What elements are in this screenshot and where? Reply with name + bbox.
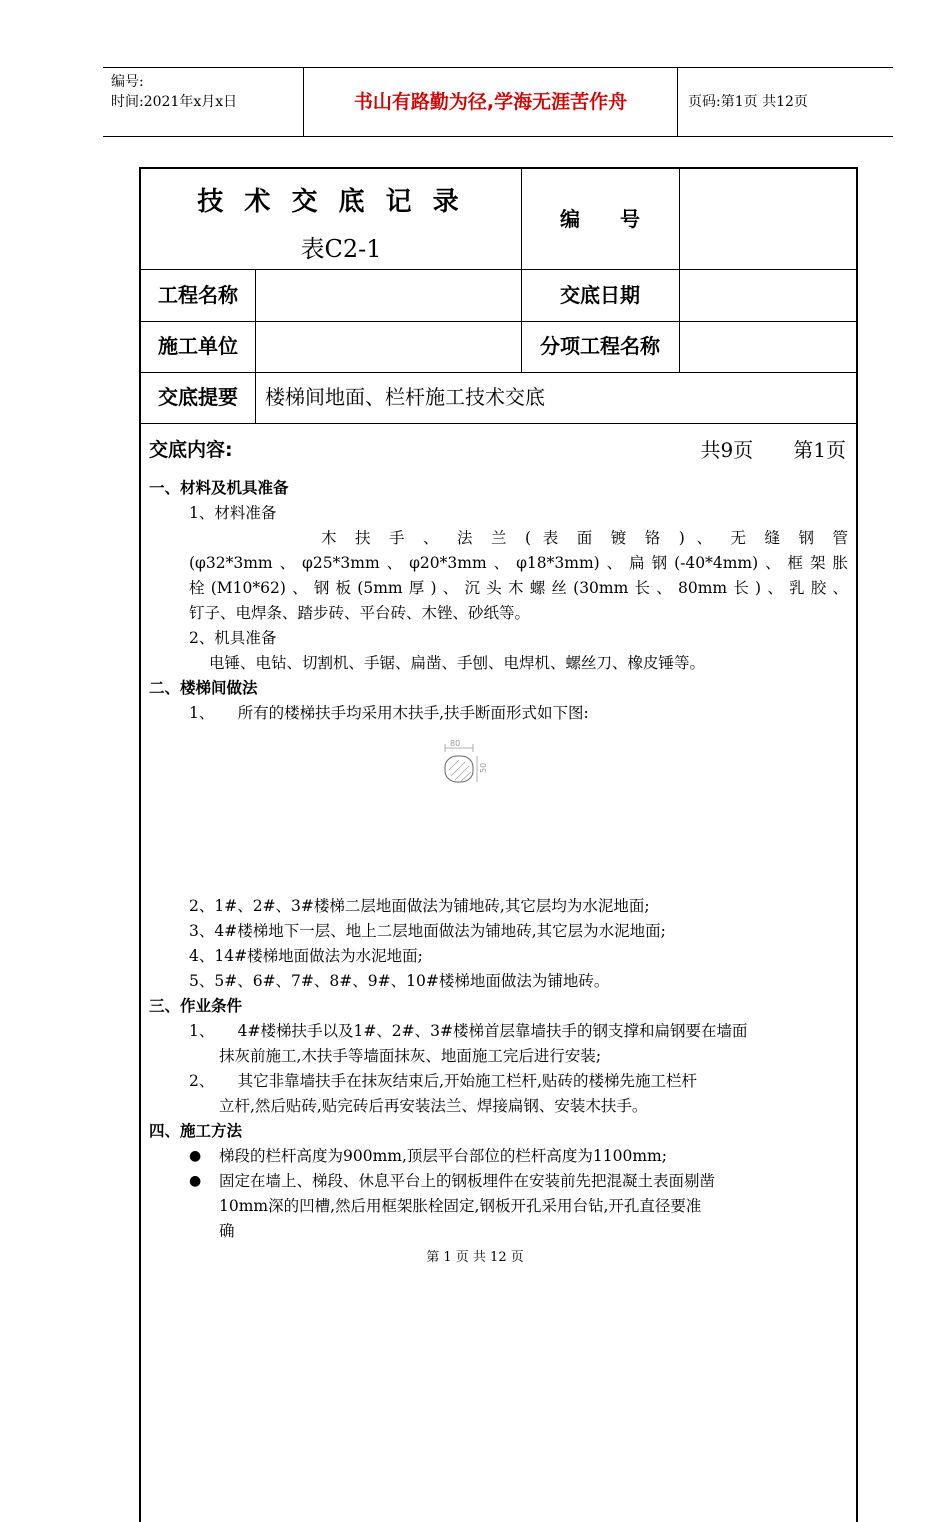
section-heading: 一、材料及机具准备 — [149, 479, 289, 497]
section-heading: 四、施工方法 — [149, 1122, 243, 1140]
paragraph-line: 立杆,然后贴砖,贴完砖后再安装法兰、焊接扁钢、安装木扶手。 — [219, 1097, 648, 1115]
project-name-label: 工程名称 — [158, 283, 238, 307]
number-value — [679, 169, 858, 269]
header-number-label: 编号: — [111, 74, 144, 90]
subitem-value — [679, 321, 858, 372]
header-motto: 书山有路勤为径,学海无涯苦作舟 — [353, 91, 628, 113]
handrail-figure-area — [149, 726, 848, 894]
paragraph-line: (φ32*3mm、φ25*3mm、φ20*3mm、φ18*3mm)、扁钢(-40*4mm)、框架胀 — [189, 554, 848, 572]
bullet-item — [149, 1144, 848, 1169]
unit-value — [255, 321, 521, 372]
summary-value: 楼梯间地面、栏杆施工技术交底 — [265, 385, 545, 409]
header-time-label: 时间:2021年x月x日 — [111, 94, 238, 110]
handrail-section-figure — [439, 738, 499, 798]
number-label: 编 号 — [560, 207, 640, 231]
content-body — [149, 476, 848, 1244]
header-page-info: 页码:第1页 共12页 — [688, 94, 808, 110]
subsection-heading: 2、机具准备 — [189, 629, 277, 647]
bullet-icon: ● — [189, 1148, 202, 1164]
paragraph-line: 电锤、电钻、切割机、手锯、扁凿、手刨、电焊机、螺丝刀、橡皮锤等。 — [209, 654, 706, 672]
paragraph-line: 抹灰前施工,木扶手等墙面抹灰、地面施工完后进行安装; — [219, 1047, 602, 1065]
content-label: 交底内容: — [149, 439, 233, 461]
date-label: 交底日期 — [560, 283, 640, 307]
row-divider — [141, 423, 856, 424]
page-header — [103, 67, 893, 137]
bullet-item — [149, 1169, 848, 1194]
form-code: 表C2-1 — [300, 235, 382, 263]
paragraph-line: 1、 4#楼梯扶手以及1#、2#、3#楼梯首层靠墙扶手的钢支撑和扁钢要在墙面 — [189, 1022, 748, 1040]
paragraph-line: 5、5#、6#、7#、8#、9#、10#楼梯地面做法为铺地砖。 — [189, 972, 610, 990]
paragraph-line: 3、4#楼梯地下一层、地上二层地面做法为铺地砖,其它层为水泥地面; — [189, 922, 666, 940]
paragraph-line: 木 扶 手 、 法 兰 ( 表 面 镀 铬 ) 、 无 缝 钢 管 — [321, 529, 848, 547]
form-title-cell — [141, 169, 521, 269]
unit-label: 施工单位 — [158, 334, 238, 358]
section-heading: 二、楼梯间做法 — [149, 679, 258, 697]
section-heading: 三、作业条件 — [149, 997, 243, 1015]
header-meta — [111, 72, 237, 112]
paragraph-line: 2、1#、2#、3#楼梯二层地面做法为铺地砖,其它层均为水泥地面; — [189, 897, 650, 915]
project-name-value — [255, 269, 521, 321]
paragraph-line: 4、14#楼梯地面做法为水泥地面; — [189, 947, 423, 965]
paragraph-line: 钉子、电焊条、踏步砖、平台砖、木锉、砂纸等。 — [189, 604, 531, 622]
tech-disclosure-form — [139, 167, 858, 1522]
content-pages: 共9页 第1页 — [700, 438, 846, 462]
paragraph-line: 1、 所有的楼梯扶手均采用木扶手,扶手断面形式如下图: — [189, 704, 589, 722]
subsection-heading: 1、材料准备 — [189, 504, 277, 522]
header-divider — [677, 68, 678, 136]
bullet-icon: ● — [189, 1173, 202, 1189]
page-footer: 第 1 页 共 12 页 — [426, 1250, 524, 1265]
bullet-text: 梯段的栏杆高度为900mm,顶层平台部位的栏杆高度为1100mm; — [219, 1147, 667, 1165]
paragraph-line: 2、 其它非靠墙扶手在抹灰结束后,开始施工栏杆,贴砖的楼梯先施工栏杆 — [189, 1072, 697, 1090]
paragraph-line: 栓(M10*62)、钢板(5mm厚)、沉头木螺丝(30mm长、80mm长)、乳胶、 — [189, 579, 848, 597]
form-title: 技 术 交 底 记 录 — [197, 187, 465, 217]
figure-height-label: 50 — [479, 762, 488, 773]
figure-width-label: 80 — [450, 739, 461, 748]
paragraph-line: 10mm深的凹槽,然后用框架胀栓固定,钢板开孔采用台钻,开孔直径要准 — [219, 1197, 702, 1215]
paragraph-line: 确 — [219, 1222, 235, 1240]
subitem-label: 分项工程名称 — [540, 334, 660, 358]
date-value — [679, 269, 858, 321]
bullet-text: 固定在墙上、梯段、休息平台上的钢板埋件在安装前先把混凝土表面剔凿 — [219, 1172, 716, 1190]
summary-label: 交底提要 — [158, 385, 238, 409]
